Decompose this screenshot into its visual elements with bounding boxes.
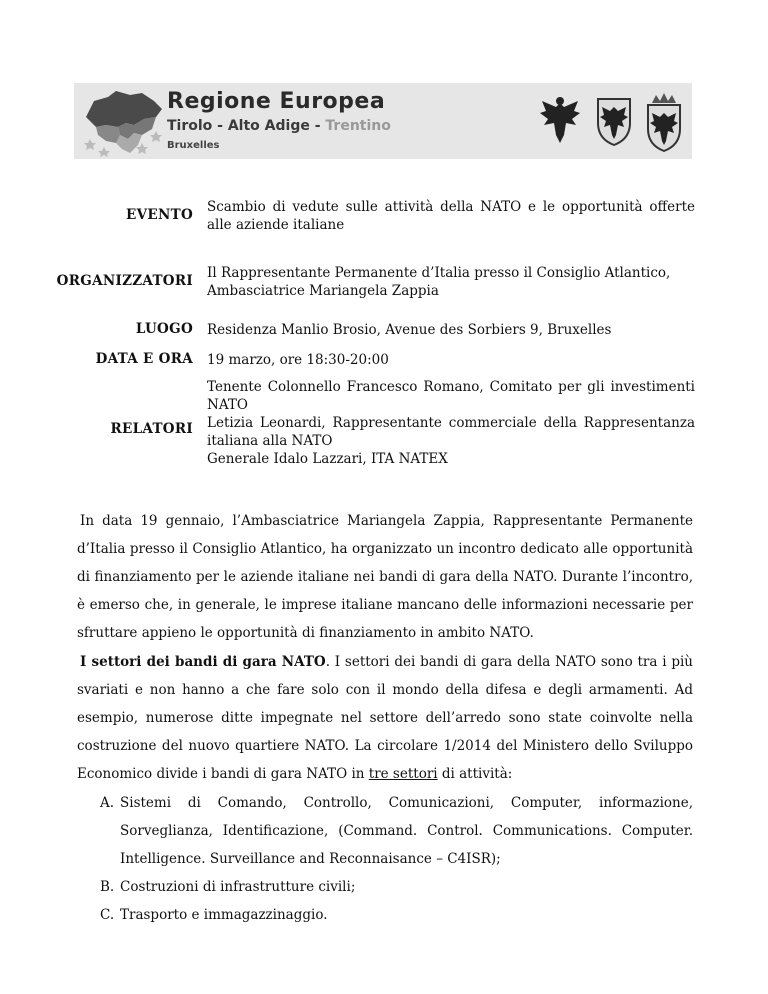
organizzatori-line-1: Il Rappresentante Permanente d’Italia presso il Consiglio Atlantico, xyxy=(207,265,671,281)
banner-subtitle-trentino: Trentino xyxy=(325,118,391,134)
data-ora-label: DATA E ORA xyxy=(95,351,193,367)
list-item-text: Costruzioni di infrastrutture civili; xyxy=(120,879,356,895)
section-heading: I settori dei bandi di gara NATO xyxy=(80,654,326,670)
relatore-1: Tenente Colonnello Francesco Romano, Comitato per gli investimenti NATO xyxy=(207,379,695,413)
data-ora-value: 19 marzo, ore 18:30-20:00 xyxy=(207,352,389,368)
banner-title: Regione Europea xyxy=(167,89,386,114)
shield-crest-trentino-icon xyxy=(644,93,684,153)
list-item-text: Sistemi di Comando, Controllo, Comunicazioni, Computer, informazione, Sorveglianza, Identificazione, (Command. Control. Communications. Computer. Intelligence. Surveillance and Reconnaisance – C4ISR); xyxy=(120,795,693,867)
list-item-key: B. xyxy=(100,879,115,895)
list-item-text: Trasporto e immagazzinaggio. xyxy=(120,907,328,923)
relatore-3: Generale Idalo Lazzari, ITA NATEX xyxy=(207,451,448,467)
section-text-before: . I settori dei bandi di gara della NATO sono tra i più svariati e non hanno a che fare solo con il mondo della difesa e degli armamenti. Ad esempio, numerose ditte impegnate nel settore dell’arredo sono state coinvolte nella costruzione del nuovo quartiere NATO. La circolare 1/2014 del Ministero dello Sviluppo Economico divide i bandi di gara NATO in xyxy=(77,654,693,782)
section-underlined: tre settori xyxy=(368,766,438,782)
section-text-after: di attività: xyxy=(437,766,513,782)
banner-city: Bruxelles xyxy=(167,140,220,151)
region-map-logo xyxy=(82,87,166,157)
organizzatori-line-2: Ambasciatrice Mariangela Zappia xyxy=(207,283,439,299)
relatori-label: RELATORI xyxy=(110,421,193,437)
list-item xyxy=(100,873,693,901)
relatore-2: Letizia Leonardi, Rappresentante commerciale della Rappresentanza italiana alla NATO xyxy=(207,415,695,449)
list-item xyxy=(100,789,693,873)
list-item xyxy=(100,901,693,929)
list-item-key: C. xyxy=(100,907,115,923)
organizzatori-value xyxy=(207,264,695,300)
header-banner xyxy=(74,83,692,159)
evento-value: Scambio di vedute sulle attività della NATO e le opportunità offerte alle aziende italiane xyxy=(207,199,695,233)
luogo-value: Residenza Manlio Brosio, Avenue des Sorbiers 9, Bruxelles xyxy=(207,322,612,338)
organizzatori-label: ORGANIZZATORI xyxy=(56,273,193,289)
settori-list xyxy=(100,789,693,929)
banner-subtitle-regions: Tirolo - Alto Adige - xyxy=(167,118,326,134)
luogo-label: LUOGO xyxy=(135,321,193,337)
relatori-list xyxy=(207,378,695,468)
section-paragraph xyxy=(77,648,693,788)
intro-paragraph: In data 19 gennaio, l’Ambasciatrice Mariangela Zappia, Rappresentante Permanente d’Italia presso il Consiglio Atlantico, ha organizzato un incontro dedicato alle opportunità di finanziamento per le aziende italiane nei bandi di gara della NATO. Durante l’incontro, è emerso che, in generale, le imprese italiane mancano delle informazioni necessarie per sfruttare appieno le opportunità di finanziamento in ambito NATO. xyxy=(77,513,693,641)
evento-label: EVENTO xyxy=(126,207,193,223)
list-item-key: A. xyxy=(100,795,115,811)
banner-subtitle xyxy=(167,118,391,134)
eagle-crest-tirol-icon xyxy=(538,93,582,145)
shield-crest-alto-adige-icon xyxy=(594,93,634,147)
